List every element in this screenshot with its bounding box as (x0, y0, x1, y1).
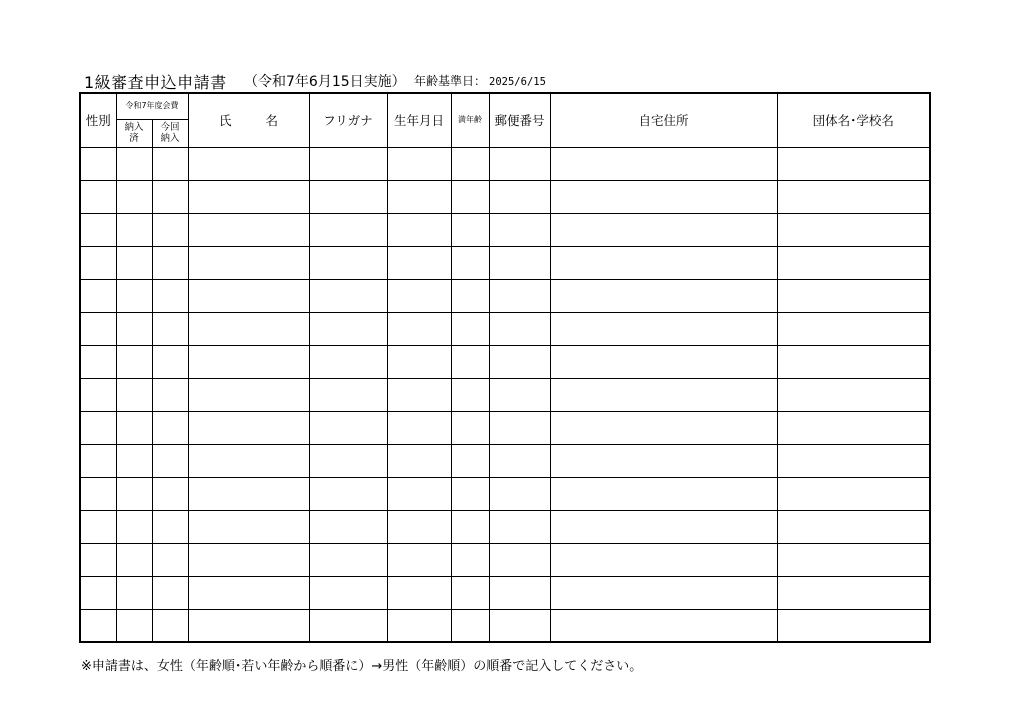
table-row (80, 576, 930, 609)
cell-birthdate[interactable] (387, 279, 451, 312)
cell-address[interactable] (550, 411, 777, 444)
cell-name[interactable] (188, 576, 309, 609)
cell-furigana[interactable] (309, 477, 387, 510)
cell-address[interactable] (550, 345, 777, 378)
header-postal: 郵便番号 (489, 93, 550, 147)
header-fee-now (152, 119, 188, 147)
cell-birthdate[interactable] (387, 609, 451, 642)
instruction-note: ※申請書は、女性（年齢順･若い年齢から順番に）→男性（年齢順）の順番で記入してください。 (81, 659, 643, 674)
cell-age[interactable] (451, 312, 489, 345)
cell-birthdate[interactable] (387, 576, 451, 609)
cell-fee-paid[interactable] (116, 510, 152, 543)
table-row (80, 609, 930, 642)
cell-fee-paid[interactable] (116, 147, 152, 180)
cell-furigana[interactable] (309, 411, 387, 444)
cell-address[interactable] (550, 510, 777, 543)
cell-birthdate[interactable] (387, 543, 451, 576)
header-organization: 団体名･学校名 (777, 93, 930, 147)
cell-fee-paid[interactable] (116, 411, 152, 444)
cell-gender[interactable] (80, 147, 116, 180)
cell-postal[interactable] (489, 246, 550, 279)
age-reference-date (414, 72, 546, 89)
cell-postal[interactable] (489, 477, 550, 510)
cell-furigana[interactable] (309, 246, 387, 279)
cell-birthdate[interactable] (387, 378, 451, 411)
cell-postal[interactable] (489, 543, 550, 576)
cell-organization[interactable] (777, 147, 930, 180)
cell-age[interactable] (451, 609, 489, 642)
header-fee-now-line2: 納入 (160, 133, 180, 144)
cell-postal[interactable] (489, 378, 550, 411)
cell-address[interactable] (550, 180, 777, 213)
cell-furigana[interactable] (309, 180, 387, 213)
header-fee-paid (116, 119, 152, 147)
cell-birthdate[interactable] (387, 411, 451, 444)
cell-fee-now[interactable] (152, 411, 188, 444)
cell-gender[interactable] (80, 576, 116, 609)
cell-name[interactable] (188, 543, 309, 576)
cell-postal[interactable] (489, 510, 550, 543)
header-row-1 (80, 93, 930, 119)
cell-fee-now[interactable] (152, 510, 188, 543)
cell-name[interactable] (188, 378, 309, 411)
cell-fee-paid[interactable] (116, 444, 152, 477)
cell-gender[interactable] (80, 180, 116, 213)
cell-name[interactable] (188, 147, 309, 180)
cell-address[interactable] (550, 543, 777, 576)
cell-furigana[interactable] (309, 213, 387, 246)
cell-address[interactable] (550, 213, 777, 246)
cell-fee-paid[interactable] (116, 312, 152, 345)
cell-fee-now[interactable] (152, 246, 188, 279)
cell-birthdate[interactable] (387, 312, 451, 345)
cell-organization[interactable] (777, 477, 930, 510)
cell-gender[interactable] (80, 246, 116, 279)
cell-gender[interactable] (80, 543, 116, 576)
cell-organization[interactable] (777, 279, 930, 312)
header-fee-now-line1: 今回 (160, 122, 180, 133)
cell-age[interactable] (451, 378, 489, 411)
cell-gender[interactable] (80, 345, 116, 378)
cell-fee-paid[interactable] (116, 213, 152, 246)
cell-organization[interactable] (777, 345, 930, 378)
cell-furigana[interactable] (309, 510, 387, 543)
cell-birthdate[interactable] (387, 147, 451, 180)
cell-postal[interactable] (489, 345, 550, 378)
cell-organization[interactable] (777, 246, 930, 279)
table-row (80, 411, 930, 444)
cell-organization[interactable] (777, 411, 930, 444)
cell-organization[interactable] (777, 312, 930, 345)
cell-postal[interactable] (489, 609, 550, 642)
header-name-given: 名 (265, 113, 278, 129)
cell-gender[interactable] (80, 213, 116, 246)
cell-name[interactable] (188, 477, 309, 510)
cell-fee-now[interactable] (152, 312, 188, 345)
cell-fee-now[interactable] (152, 576, 188, 609)
table-row (80, 378, 930, 411)
cell-fee-paid[interactable] (116, 543, 152, 576)
cell-furigana[interactable] (309, 279, 387, 312)
cell-postal[interactable] (489, 576, 550, 609)
cell-postal[interactable] (489, 411, 550, 444)
cell-fee-now[interactable] (152, 378, 188, 411)
table-row (80, 213, 930, 246)
age-reference-value: 2025/6/15 (489, 76, 546, 88)
cell-gender[interactable] (80, 279, 116, 312)
cell-fee-paid[interactable] (116, 246, 152, 279)
table-row (80, 444, 930, 477)
cell-fee-paid[interactable] (116, 477, 152, 510)
cell-age[interactable] (451, 543, 489, 576)
cell-fee-now[interactable] (152, 279, 188, 312)
cell-fee-paid[interactable] (116, 576, 152, 609)
table-row (80, 279, 930, 312)
cell-postal[interactable] (489, 279, 550, 312)
table-row (80, 147, 930, 180)
table-row (80, 312, 930, 345)
cell-name[interactable] (188, 411, 309, 444)
table-row (80, 510, 930, 543)
cell-name[interactable] (188, 345, 309, 378)
cell-organization[interactable] (777, 543, 930, 576)
table-row (80, 477, 930, 510)
cell-age[interactable] (451, 345, 489, 378)
cell-name[interactable] (188, 213, 309, 246)
cell-fee-now[interactable] (152, 180, 188, 213)
cell-birthdate[interactable] (387, 345, 451, 378)
cell-furigana[interactable] (309, 609, 387, 642)
cell-name[interactable] (188, 312, 309, 345)
header-fee-group: 令和7年度会費 (116, 93, 188, 119)
header-address: 自宅住所 (550, 93, 777, 147)
cell-fee-paid[interactable] (116, 279, 152, 312)
cell-address[interactable] (550, 477, 777, 510)
table-row (80, 246, 930, 279)
cell-organization[interactable] (777, 510, 930, 543)
cell-age[interactable] (451, 213, 489, 246)
exam-date: （令和7年6月15日実施） (244, 74, 406, 90)
cell-fee-now[interactable] (152, 345, 188, 378)
cell-fee-now[interactable] (152, 477, 188, 510)
cell-birthdate[interactable] (387, 246, 451, 279)
cell-age[interactable] (451, 180, 489, 213)
header-name-family: 氏 (219, 113, 232, 129)
cell-name[interactable] (188, 444, 309, 477)
table-row (80, 345, 930, 378)
cell-organization[interactable] (777, 213, 930, 246)
cell-age[interactable] (451, 279, 489, 312)
cell-age[interactable] (451, 411, 489, 444)
cell-furigana[interactable] (309, 312, 387, 345)
cell-gender[interactable] (80, 411, 116, 444)
cell-organization[interactable] (777, 609, 930, 642)
cell-furigana[interactable] (309, 147, 387, 180)
header-furigana: フリガナ (309, 93, 387, 147)
cell-birthdate[interactable] (387, 444, 451, 477)
cell-birthdate[interactable] (387, 477, 451, 510)
cell-age[interactable] (451, 147, 489, 180)
cell-postal[interactable] (489, 147, 550, 180)
cell-fee-now[interactable] (152, 543, 188, 576)
cell-fee-paid[interactable] (116, 609, 152, 642)
cell-fee-paid[interactable] (116, 180, 152, 213)
cell-age[interactable] (451, 510, 489, 543)
cell-name[interactable] (188, 246, 309, 279)
header-birthdate: 生年月日 (387, 93, 451, 147)
cell-birthdate[interactable] (387, 510, 451, 543)
cell-name[interactable] (188, 180, 309, 213)
cell-name[interactable] (188, 279, 309, 312)
cell-address[interactable] (550, 312, 777, 345)
cell-gender[interactable] (80, 609, 116, 642)
cell-fee-now[interactable] (152, 444, 188, 477)
cell-furigana[interactable] (309, 576, 387, 609)
cell-address[interactable] (550, 609, 777, 642)
cell-gender[interactable] (80, 444, 116, 477)
cell-furigana[interactable] (309, 444, 387, 477)
cell-address[interactable] (550, 246, 777, 279)
table-row (80, 543, 930, 576)
cell-age[interactable] (451, 576, 489, 609)
cell-name[interactable] (188, 510, 309, 543)
cell-gender[interactable] (80, 510, 116, 543)
cell-gender[interactable] (80, 477, 116, 510)
cell-furigana[interactable] (309, 378, 387, 411)
cell-birthdate[interactable] (387, 180, 451, 213)
cell-gender[interactable] (80, 378, 116, 411)
cell-fee-now[interactable] (152, 147, 188, 180)
cell-fee-now[interactable] (152, 213, 188, 246)
cell-address[interactable] (550, 147, 777, 180)
cell-address[interactable] (550, 444, 777, 477)
cell-organization[interactable] (777, 444, 930, 477)
header-fee-paid-line2: 済 (129, 133, 139, 144)
cell-organization[interactable] (777, 576, 930, 609)
cell-age[interactable] (451, 444, 489, 477)
cell-age[interactable] (451, 477, 489, 510)
form-title: 1級審査申込申請書 (84, 73, 227, 92)
cell-postal[interactable] (489, 444, 550, 477)
cell-furigana[interactable] (309, 543, 387, 576)
cell-postal[interactable] (489, 213, 550, 246)
cell-birthdate[interactable] (387, 213, 451, 246)
cell-name[interactable] (188, 609, 309, 642)
cell-gender[interactable] (80, 312, 116, 345)
cell-address[interactable] (550, 279, 777, 312)
cell-fee-paid[interactable] (116, 378, 152, 411)
cell-organization[interactable] (777, 180, 930, 213)
age-reference-label: 年齢基準日： (414, 74, 487, 88)
application-table (79, 92, 931, 643)
header-name (188, 93, 309, 147)
header-gender: 性別 (80, 93, 116, 147)
cell-age[interactable] (451, 246, 489, 279)
cell-organization[interactable] (777, 378, 930, 411)
cell-postal[interactable] (489, 312, 550, 345)
cell-address[interactable] (550, 576, 777, 609)
cell-fee-now[interactable] (152, 609, 188, 642)
cell-furigana[interactable] (309, 345, 387, 378)
table-row (80, 180, 930, 213)
cell-address[interactable] (550, 378, 777, 411)
form-body (80, 147, 930, 642)
header-fee-paid-line1: 納入 (124, 122, 144, 133)
cell-postal[interactable] (489, 180, 550, 213)
header-age: 満年齢 (451, 93, 489, 147)
cell-fee-paid[interactable] (116, 345, 152, 378)
